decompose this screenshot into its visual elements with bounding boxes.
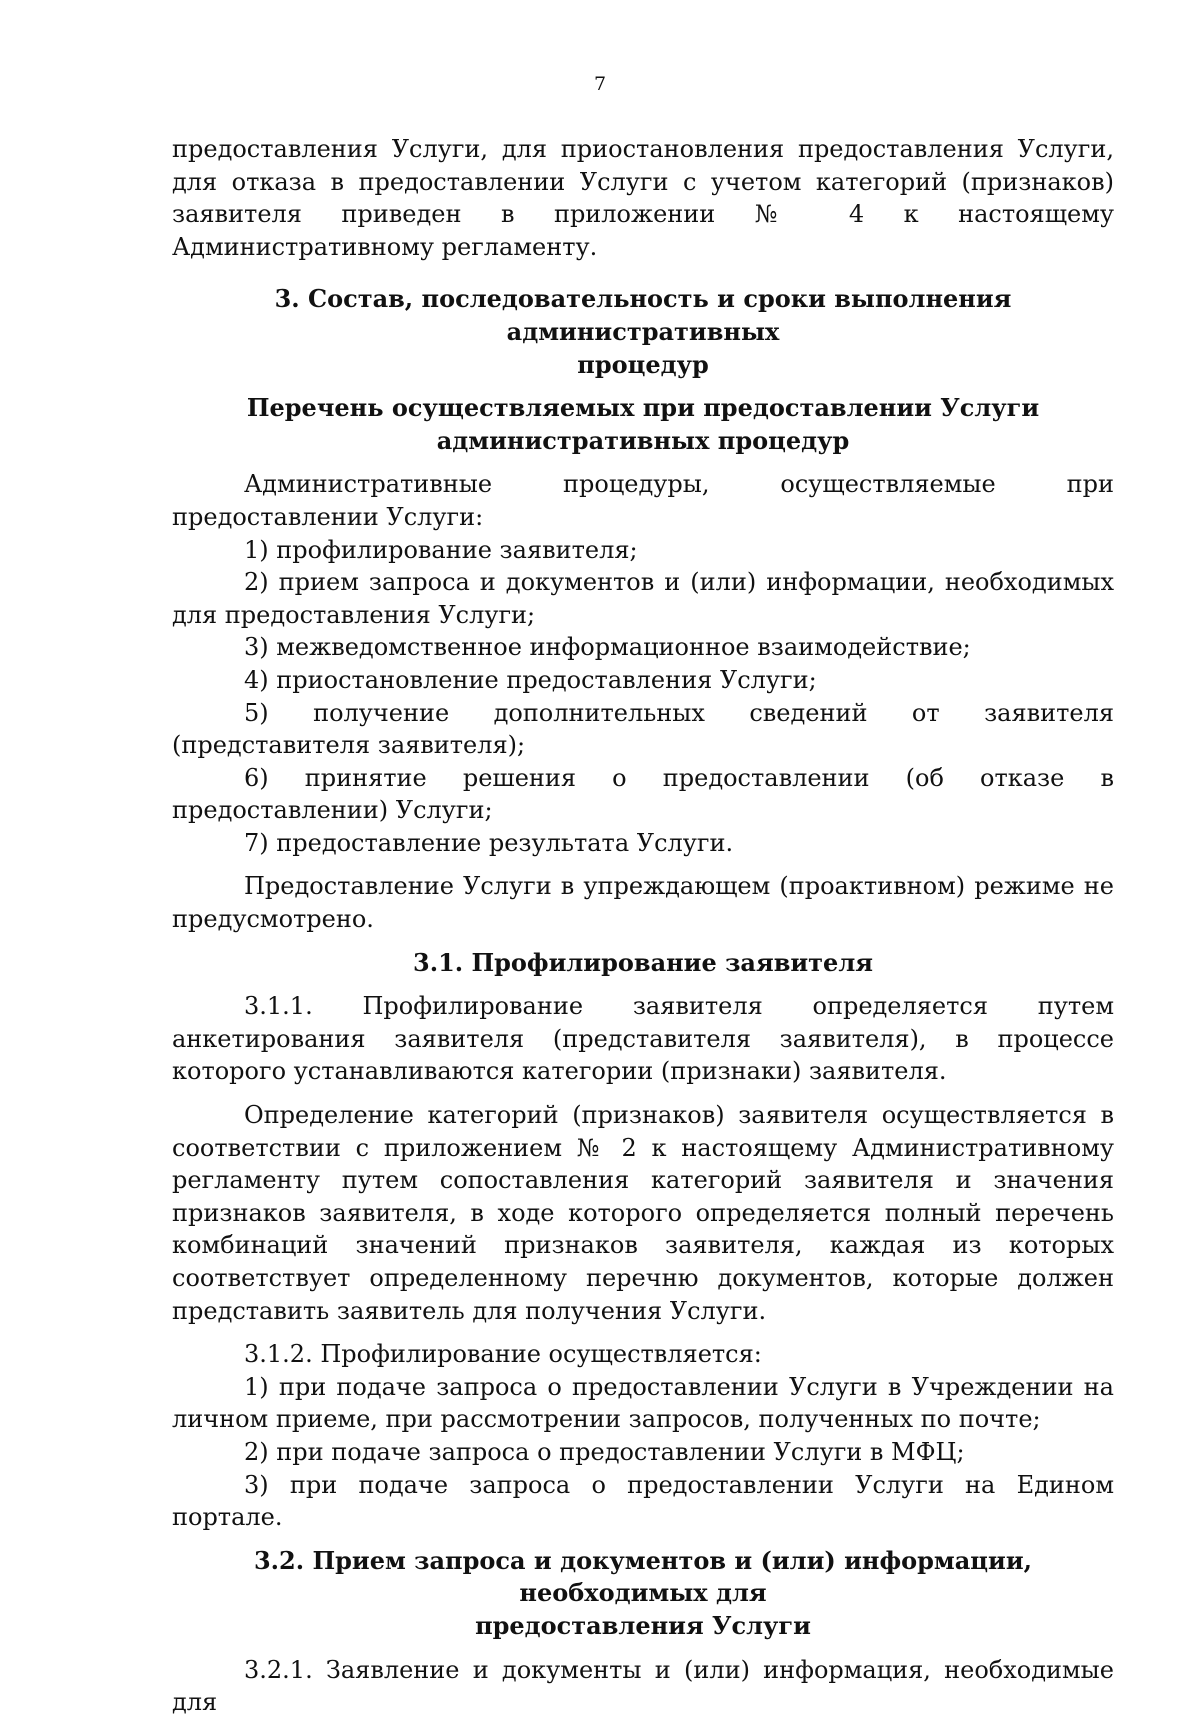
procedure-item-1: 1) профилирование заявителя; [244,535,638,564]
proactive-mode-paragraph: Предоставление Услуги в упреждающем (проактивном) режиме не предусмотрено. [172,872,1114,934]
section-3-1-heading: 3.1. Профилирование заявителя [413,947,873,977]
procedure-item-7: 7) предоставление результата Услуги. [244,828,734,857]
procedure-item-2: 2) прием запроса и документов и (или) информации, необходимых для предоставления Услуги; [172,568,1114,629]
procedures-intro: Административные процедуры, осуществляемые при предоставлении Услуги: [172,470,1114,531]
procedure-item-4: 4) приостановление предоставления Услуги; [244,665,817,694]
procedures-list-heading-line-2: административных процедур [436,425,850,455]
paragraph-intro: предоставления Услуги, для приостановления предоставления Услуги, для отказа в предоставлении Услуги с учетом категорий (признаков) заявителя приведен в приложении № 4 к настоящему Административному регламенту. [172,135,1114,261]
profiling-item-1: 1) при подаче запроса о предоставлении Услуги в Учреждении на личном приеме, при рассмотрении запросов, полученных по почте; [172,1372,1114,1434]
procedures-list-heading-line-1: Перечень осуществляемых при предоставлении Услуги [246,393,1040,423]
procedure-item-3: 3) межведомственное информационное взаимодействие; [244,633,971,662]
procedure-item-6: 6) принятие решения о предоставлении (об отказе в предоставлении) Услуги; [172,763,1114,825]
section-3-heading [172,283,1114,381]
page-content [172,133,1114,1719]
profiling-item-2: 2) при подаче запроса о предоставлении Услуги в МФЦ; [244,1437,965,1466]
paragraph-3-1-1: 3.1.1. Профилирование заявителя определяется путем анкетирования заявителя (представителя заявителя), в процессе которого устанавливаются категории (признаки) заявителя. [172,992,1114,1086]
section-3-heading-line-1: 3. Состав, последовательность и сроки выполнения административных [274,284,1012,346]
procedures-list-heading [172,392,1114,457]
procedure-item-5: 5) получение дополнительных сведений от заявителя (представителя заявителя); [172,698,1114,760]
paragraph-3-1-2: 3.1.2. Профилирование осуществляется: [244,1340,762,1369]
profiling-item-3: 3) при подаче запроса о предоставлении Услуги на Едином портале. [172,1470,1114,1532]
page-number: 7 [593,73,607,95]
paragraph-3-2-1: 3.2.1. Заявление и документы и (или) информация, необходимые для [172,1655,1114,1717]
section-3-2-heading-line-1: 3.2. Прием запроса и документов и (или) информации, необходимых для [253,1545,1032,1608]
section-3-2-heading-line-2: предоставления Услуги [475,1610,811,1640]
paragraph-3-1-1-categories: Определение категорий (признаков) заявителя осуществляется в соответствии с приложением № 2 к настоящему Административному регламенту путем сопоставления категорий заявителя и значения признаков заявителя, в ходе которого определяется полный перечень комбинаций значений признаков заявителя, каждая из которых соответствует определенному перечню документов, которые должен представить заявитель для получения Услуги. [172,1101,1114,1325]
section-3-2-heading [172,1545,1114,1643]
section-3-heading-line-2: процедур [577,349,709,379]
